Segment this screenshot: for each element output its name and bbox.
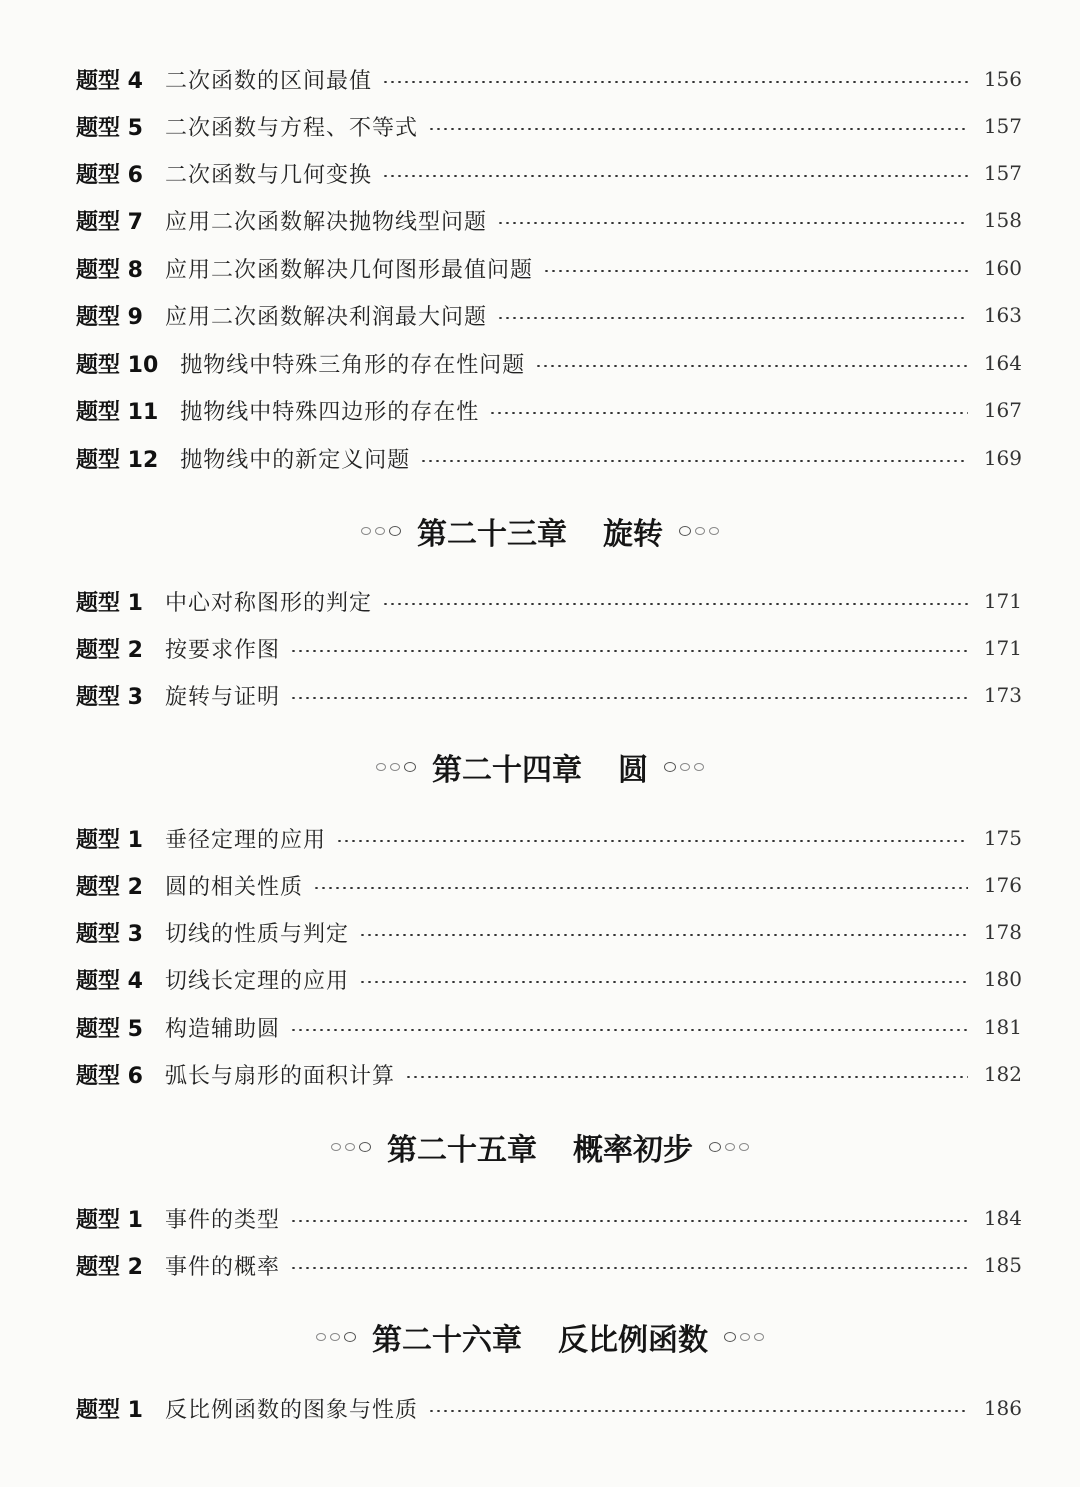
dot-leader [428,128,968,130]
entry-page: 156 [983,67,1022,91]
entry-page: 157 [983,114,1022,138]
dot-leader [382,175,968,177]
entry-tag: 题型 10 [76,352,159,378]
entry-title: 应用二次函数解决几何图形最值问题 [164,257,533,283]
toc-entry[interactable] [76,633,1022,663]
dot-leader [359,934,968,936]
ornament-right-icon [707,1142,751,1152]
entry-tag: 题型 4 [76,968,143,994]
dot-leader [535,365,968,367]
toc-entry[interactable] [76,680,1022,710]
entry-title: 构造辅助圆 [164,1016,280,1042]
chapter-name: 概率初步 [573,1133,693,1168]
entry-page: 176 [983,873,1022,897]
entry-page: 173 [983,683,1022,707]
entry-title: 反比例函数的图象与性质 [164,1397,418,1423]
entry-tag: 题型 6 [76,162,143,188]
entry-tag: 题型 1 [76,827,143,853]
toc-entry[interactable] [76,917,1022,947]
entry-title: 抛物线中特殊三角形的存在性问题 [180,352,526,378]
ornament-left-icon [329,1142,373,1152]
entry-page: 160 [983,256,1022,280]
entry-page: 171 [983,636,1022,660]
dot-leader [290,1029,968,1031]
entry-title: 圆的相关性质 [164,874,303,900]
entry-page: 178 [983,920,1022,944]
entry-title: 弧长与扇形的面积计算 [164,1063,395,1089]
dot-leader [359,981,968,983]
chapter-heading [0,744,1080,790]
entry-page: 167 [983,398,1022,422]
toc-entry[interactable] [76,158,1022,188]
entry-tag: 题型 2 [76,637,143,663]
dot-leader [489,412,968,414]
entry-title: 旋转与证明 [164,684,280,710]
dot-leader [290,1267,968,1269]
ornament-right-icon [722,1332,766,1342]
ornament-left-icon [374,762,418,772]
entry-title: 二次函数与方程、不等式 [164,115,418,141]
entry-page: 164 [983,351,1022,375]
dot-leader [313,887,968,889]
dot-leader [428,1410,968,1412]
entry-page: 180 [983,967,1022,991]
entry-title: 垂径定理的应用 [164,827,326,853]
entry-tag: 题型 3 [76,921,143,947]
entry-page: 186 [983,1396,1022,1420]
entry-title: 抛物线中的新定义问题 [180,447,411,473]
entry-page: 157 [983,161,1022,185]
toc-entry[interactable] [76,1203,1022,1233]
entry-page: 171 [983,589,1022,613]
entry-tag: 题型 9 [76,304,143,330]
dot-leader [405,1076,968,1078]
chapter-heading [0,508,1080,554]
entry-page: 175 [983,826,1022,850]
toc-entry[interactable] [76,300,1022,330]
entry-page: 184 [983,1206,1022,1230]
chapter-number: 第二十六章 [372,1323,522,1358]
entry-tag: 题型 1 [76,1207,143,1233]
entry-title: 二次函数的区间最值 [164,68,372,94]
entry-title: 事件的概率 [164,1254,280,1280]
ornament-right-icon [662,762,706,772]
entry-title: 二次函数与几何变换 [164,162,372,188]
entry-title: 切线的性质与判定 [164,921,349,947]
toc-entry[interactable] [76,586,1022,616]
entry-title: 应用二次函数解决抛物线型问题 [164,209,487,235]
toc-entry[interactable] [76,443,1022,473]
entry-tag: 题型 1 [76,1397,143,1423]
entry-tag: 题型 5 [76,1016,143,1042]
entry-page: 185 [983,1253,1022,1277]
toc-entry[interactable] [76,111,1022,141]
dot-leader [382,603,968,605]
dot-leader [290,697,968,699]
toc-entry[interactable] [76,64,1022,94]
ornament-left-icon [314,1332,358,1342]
entry-page: 181 [983,1015,1022,1039]
entry-tag: 题型 1 [76,590,143,616]
entry-tag: 题型 4 [76,68,143,94]
entry-tag: 题型 8 [76,257,143,283]
entry-tag: 题型 3 [76,684,143,710]
toc-entry[interactable] [76,395,1022,425]
entry-title: 抛物线中特殊四边形的存在性 [180,399,480,425]
chapter-name: 旋转 [603,517,663,552]
toc-entry[interactable] [76,1012,1022,1042]
chapter-number: 第二十四章 [432,753,582,788]
entry-page: 169 [983,446,1022,470]
chapter-heading [0,1314,1080,1360]
toc-entry[interactable] [76,253,1022,283]
entry-tag: 题型 2 [76,1254,143,1280]
entry-tag: 题型 6 [76,1063,143,1089]
toc-entry[interactable] [76,823,1022,853]
chapter-number: 第二十三章 [417,517,567,552]
dot-leader [290,650,968,652]
entry-tag: 题型 5 [76,115,143,141]
toc-entry[interactable] [76,1250,1022,1280]
chapter-heading [0,1124,1080,1170]
dot-leader [543,270,968,272]
ornament-left-icon [359,526,403,536]
dot-leader [290,1220,968,1222]
toc-entry[interactable] [76,1059,1022,1089]
dot-leader [420,460,968,462]
entry-tag: 题型 2 [76,874,143,900]
toc-entry[interactable] [76,348,1022,378]
toc-entry[interactable] [76,205,1022,235]
toc-entry[interactable] [76,870,1022,900]
dot-leader [336,840,968,842]
dot-leader [382,81,968,83]
chapter-name: 圆 [618,753,648,788]
ornament-right-icon [677,526,721,536]
entry-tag: 题型 11 [76,399,159,425]
dot-leader [497,317,968,319]
toc-entry[interactable] [76,1393,1022,1423]
entry-page: 158 [983,208,1022,232]
entry-title: 事件的类型 [164,1207,280,1233]
entry-page: 182 [983,1062,1022,1086]
entry-tag: 题型 12 [76,447,159,473]
entry-tag: 题型 7 [76,209,143,235]
chapter-name: 反比例函数 [558,1323,708,1358]
entry-title: 切线长定理的应用 [164,968,349,994]
dot-leader [497,222,968,224]
entry-title: 应用二次函数解决利润最大问题 [164,304,487,330]
toc-entry[interactable] [76,964,1022,994]
entry-page: 163 [983,303,1022,327]
entry-title: 中心对称图形的判定 [164,590,372,616]
chapter-number: 第二十五章 [387,1133,537,1168]
entry-title: 按要求作图 [164,637,280,663]
